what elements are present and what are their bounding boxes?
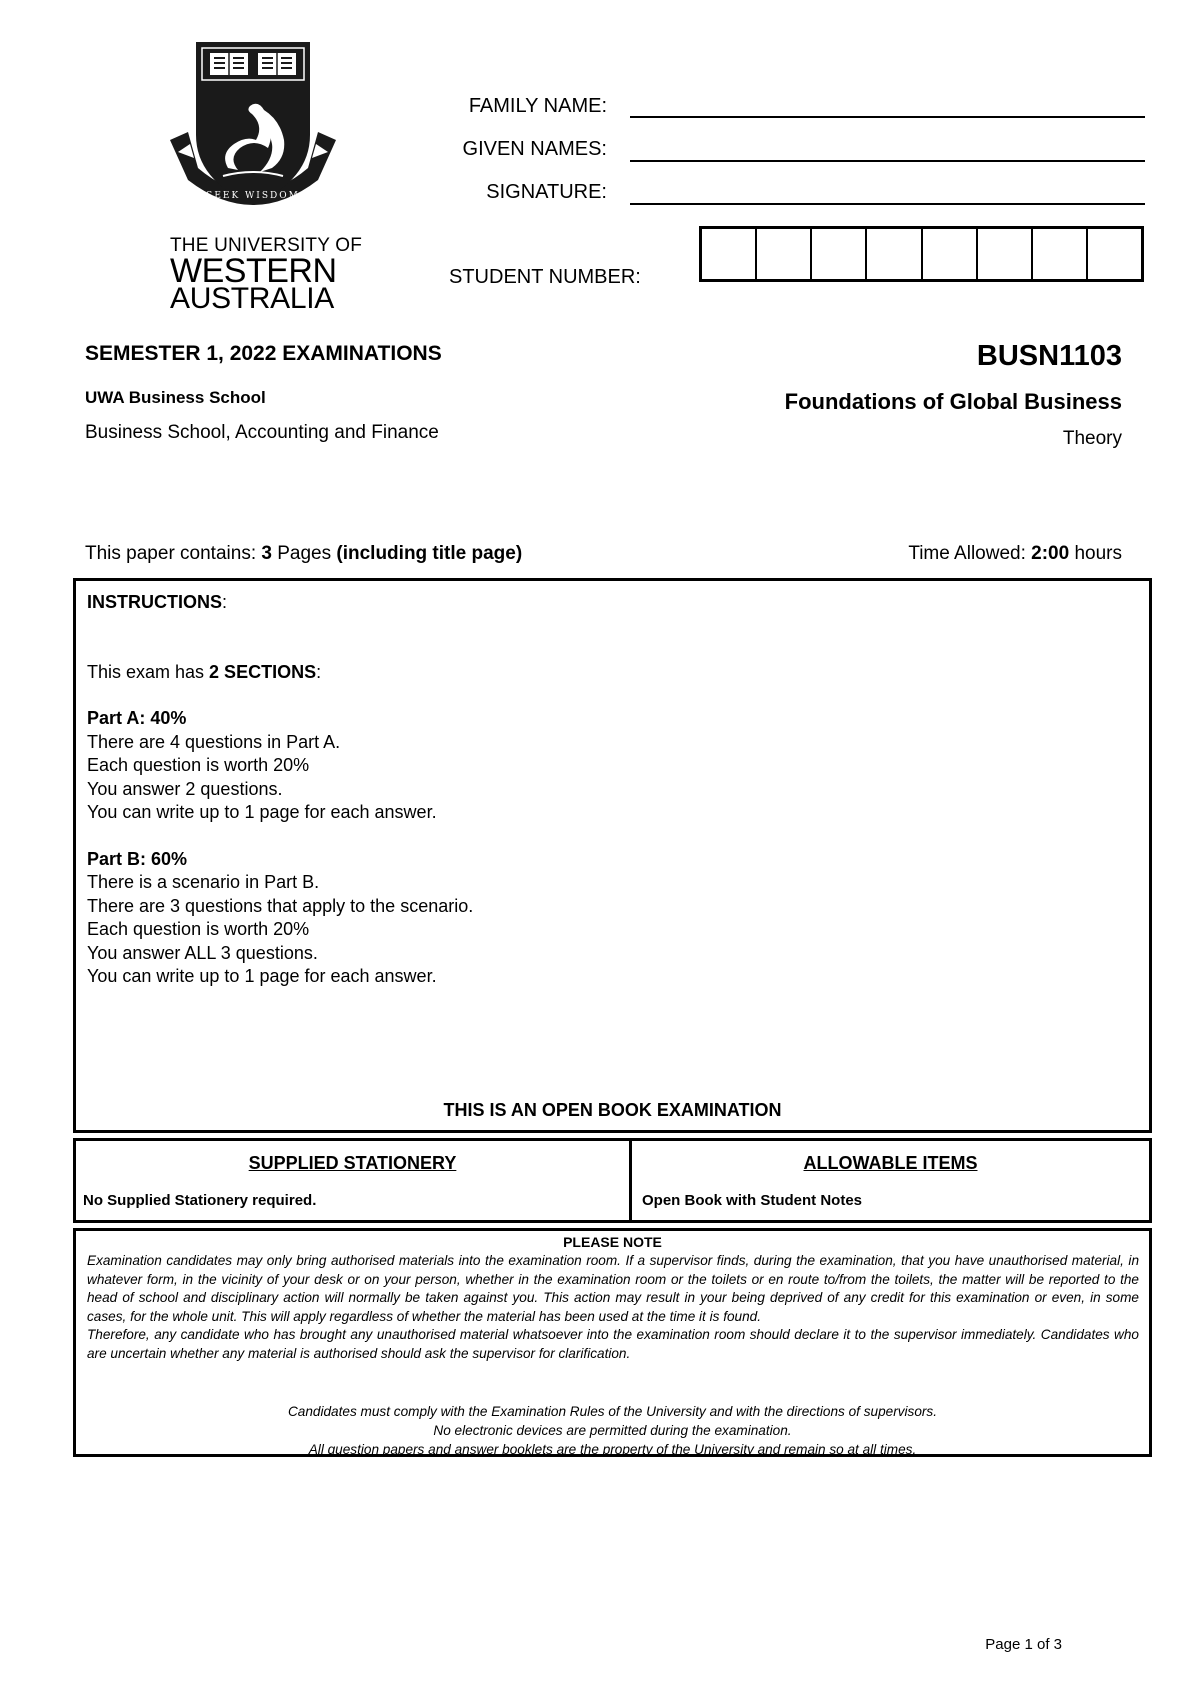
supplied-stationery-heading: SUPPLIED STATIONERY — [248, 1153, 457, 1173]
student-number-digit-box[interactable] — [702, 229, 757, 279]
part-a-line: You can write up to 1 page for each answer. — [87, 802, 437, 822]
part-b-line: You answer ALL 3 questions. — [87, 942, 318, 963]
part-a-line: You answer 2 questions. — [87, 778, 283, 799]
please-note-box — [73, 1228, 1152, 1457]
university-name-line1: THE UNIVERSITY OF — [170, 235, 363, 256]
student-number-digit-box[interactable] — [812, 229, 867, 279]
note-footer-line: All question papers and answer booklets are the property of the University and remain so at all times. — [308, 1441, 917, 1457]
given-names-label: GIVEN NAMES: — [462, 138, 607, 160]
note-footer-line: No electronic devices are permitted during the examination. — [433, 1422, 792, 1438]
unit-name: Foundations of Global Business — [784, 389, 1122, 414]
sections-summary: This exam has 2 SECTIONS: — [87, 661, 322, 682]
part-b-line: There is a scenario in Part B. — [87, 872, 320, 892]
part-b-line: There are 3 questions that apply to the scenario. — [87, 895, 474, 916]
paper-page-count: 3 — [261, 543, 272, 564]
open-book-notice: THIS IS AN OPEN BOOK EXAMINATION — [443, 1100, 782, 1120]
university-crest-logo — [168, 40, 338, 220]
part-b-title: Part B: 60% — [87, 848, 188, 869]
note-footer-line: Candidates must comply with the Examination Rules of the University and with the directions of supervisors. — [287, 1404, 938, 1419]
note-paragraph: Examination candidates may only bring authorised materials into the examination room. If a supervisor finds, during the examination, that you have unauthorised material, in whatever form, in the vicinity of your desk or on your person, whether in the examination room or the toilets or en route to/from the toilets, the matter will be reported to the head of school and disciplinary action will normally be taken against you. This action may result in your being deprived of any credit for this examination or even, in some cases, for the whole unit. This will apply regardless of whether the material has been used at the time it is found. — [87, 1253, 1139, 1324]
student-number-digit-box[interactable] — [978, 229, 1033, 279]
stationery-table — [73, 1138, 1152, 1223]
exam-semester-title: SEMESTER 1, 2022 EXAMINATIONS — [85, 342, 442, 365]
given-names-field[interactable] — [630, 160, 1145, 162]
university-name-line3: AUSTRALIA — [170, 282, 335, 315]
family-name-field[interactable] — [630, 116, 1145, 118]
allowable-items-column — [632, 1141, 1149, 1220]
part-b-line: Each question is worth 20% — [87, 919, 310, 939]
supplied-stationery-column — [76, 1141, 632, 1220]
student-number-digit-box[interactable] — [1033, 229, 1088, 279]
time-allowed-value: 2:00 — [1031, 543, 1070, 564]
student-number-digit-box[interactable] — [923, 229, 978, 279]
note-footer — [76, 1403, 1149, 1459]
signature-field[interactable] — [630, 203, 1145, 205]
instructions-box — [73, 578, 1152, 1133]
part-b-line: You can write up to 1 page for each answer. — [87, 966, 437, 986]
supplied-stationery-value: No Supplied Stationery required. — [83, 1192, 317, 1209]
page-number: Page 1 of 3 — [985, 1636, 1062, 1653]
time-allowed-label: Time Allowed: — [908, 543, 1032, 564]
paper-contains-label: This paper contains: — [85, 543, 262, 564]
part-a-title: Part A: 40% — [87, 708, 187, 728]
unit-code: BUSN1103 — [976, 340, 1122, 372]
school-name: UWA Business School — [85, 388, 266, 407]
instructions-heading: INSTRUCTIONS: — [87, 592, 228, 612]
unit-type: Theory — [1062, 428, 1122, 449]
part-a-line: There are 4 questions in Part A. — [87, 731, 341, 752]
time-allowed-info — [908, 543, 1122, 565]
university-name-line2: WESTERN — [170, 252, 337, 290]
time-allowed-unit: hours — [1069, 543, 1122, 564]
allowable-items-heading: ALLOWABLE ITEMS — [803, 1153, 978, 1173]
paper-pages-word: Pages — [271, 543, 337, 564]
student-number-label: STUDENT NUMBER: — [449, 266, 641, 288]
allowable-items-value: Open Book with Student Notes — [642, 1192, 862, 1209]
please-note-title: PLEASE NOTE — [563, 1234, 662, 1250]
paper-including-title: (including title page) — [336, 543, 523, 564]
student-number-digit-box[interactable] — [867, 229, 922, 279]
note-paragraph: Therefore, any candidate who has brought any unauthorised material whatsoever into the examination room should declare it to the supervisor immediately. Candidates who are uncertain whether any material is authorised should ask the supervisor for clarification. — [87, 1327, 1139, 1361]
family-name-label: FAMILY NAME: — [468, 95, 607, 117]
student-number-boxes[interactable] — [699, 226, 1144, 282]
please-note-text — [87, 1252, 1139, 1364]
department-name: Business School, Accounting and Finance — [85, 422, 439, 443]
part-a-line: Each question is worth 20% — [87, 755, 310, 775]
paper-pages-info — [85, 543, 522, 565]
crest-motto: SEEK WISDOM — [206, 191, 300, 201]
signature-label: SIGNATURE: — [486, 181, 607, 203]
student-number-digit-box[interactable] — [757, 229, 812, 279]
student-number-digit-box[interactable] — [1088, 229, 1141, 279]
